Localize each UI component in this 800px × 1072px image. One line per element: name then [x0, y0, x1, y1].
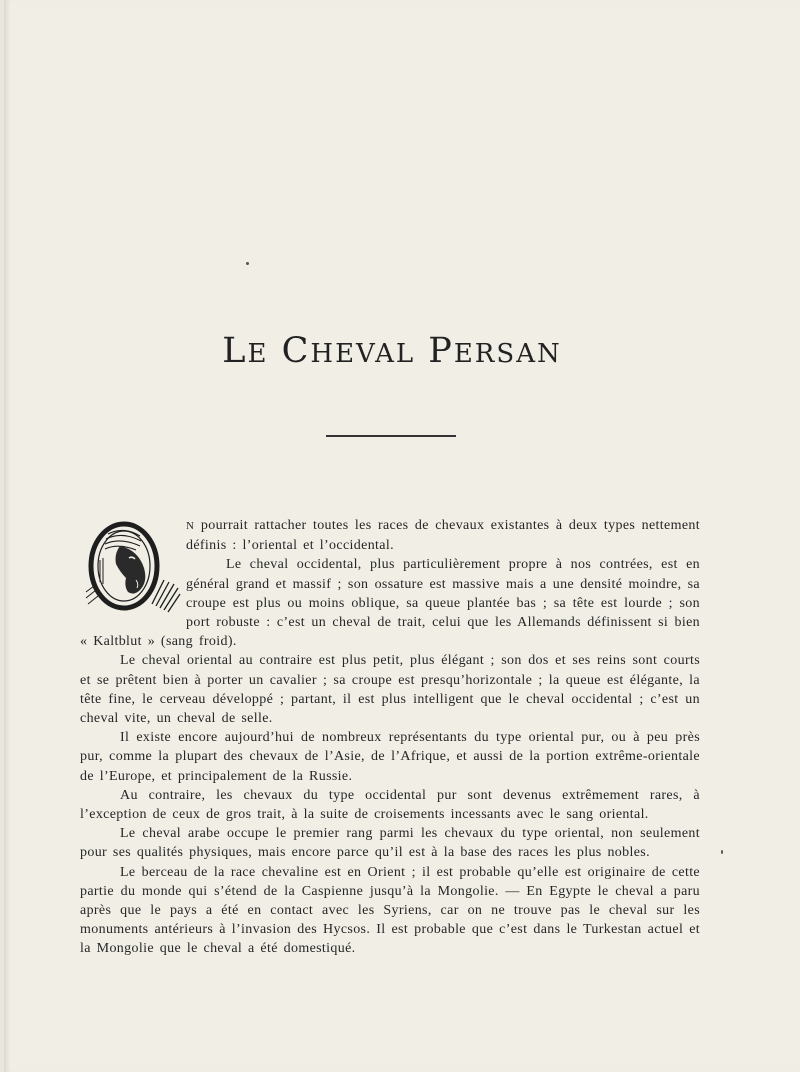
paper-speck [721, 850, 723, 854]
paragraph-6: Le cheval arabe occupe le premier rang parmi les chevaux du type oriental, non seulement pour ses qualités physiques, mais encore parce qu’il est à la base des races les plus nobles. [80, 826, 700, 861]
body-text [80, 516, 700, 959]
book-page [4, 0, 800, 1072]
paragraph-7: Le berceau de la race chevaline est en Orient ; il est probable qu’elle est originaire de cette partie du monde qui s’étend de la Caspienne jusqu’à la Mongolie. — En Egypte le cheval a paru après que le pays a été en contact avec les Syriens, car on ne trouve pas le cheval sur les monuments antérieurs à l’invasion des Hycsos. Il est probable que c’est dans le Turkestan actuel et la Mongolie que le cheval a été domestiqué. [80, 864, 700, 957]
drop-cap-o-horse-head-icon [80, 520, 182, 616]
paragraph-1: N pourrait rattacher toutes les races de chevaux existantes à deux types nettement définis : l’oriental et l’occidental. [186, 518, 700, 554]
paragraph-4: Il existe encore aujourd’hui de nombreux représentants du type oriental pur, ou à peu près pur, comme la plupart des chevaux de l’Asie, de l’Afrique, et aussi de la portion extrême-orientale de l’Europe, et principalement de la Russie. [80, 730, 700, 784]
paragraph-3: Le cheval oriental au contraire est plus petit, plus élégant ; son dos et ses reins sont courts et se prêtent bien à porter un cavalier ; sa croupe est presqu’horizontale ; la queue est élégante, la tête fine, le cerveau développé ; partant, il est plus intelligent que le cheval occidental ; c’est un cheval vite, un cheval de selle. [80, 653, 700, 727]
paper-speck [246, 262, 249, 265]
title-divider [326, 435, 456, 437]
page-title: LE CHEVAL PERSAN [222, 331, 562, 372]
paragraph-2: Le cheval occidental, plus particulièrement propre à nos contrées, est en général grand et massif ; son ossature est massive mais a une densité moindre, sa croupe est plus ou moins oblique, sa queue plantée bas ; sa tête est lourde ; son port robuste : c’est un cheval de trait, celui que les Allemands définissent si bien « Kaltblut » (sang froid). [80, 557, 700, 650]
paragraph-5: Au contraire, les chevaux du type occidental pur sont devenus extrêmement rares, à l’exception de ceux de gros trait, à la suite de croisements incessants avec le sang oriental. [80, 787, 700, 823]
